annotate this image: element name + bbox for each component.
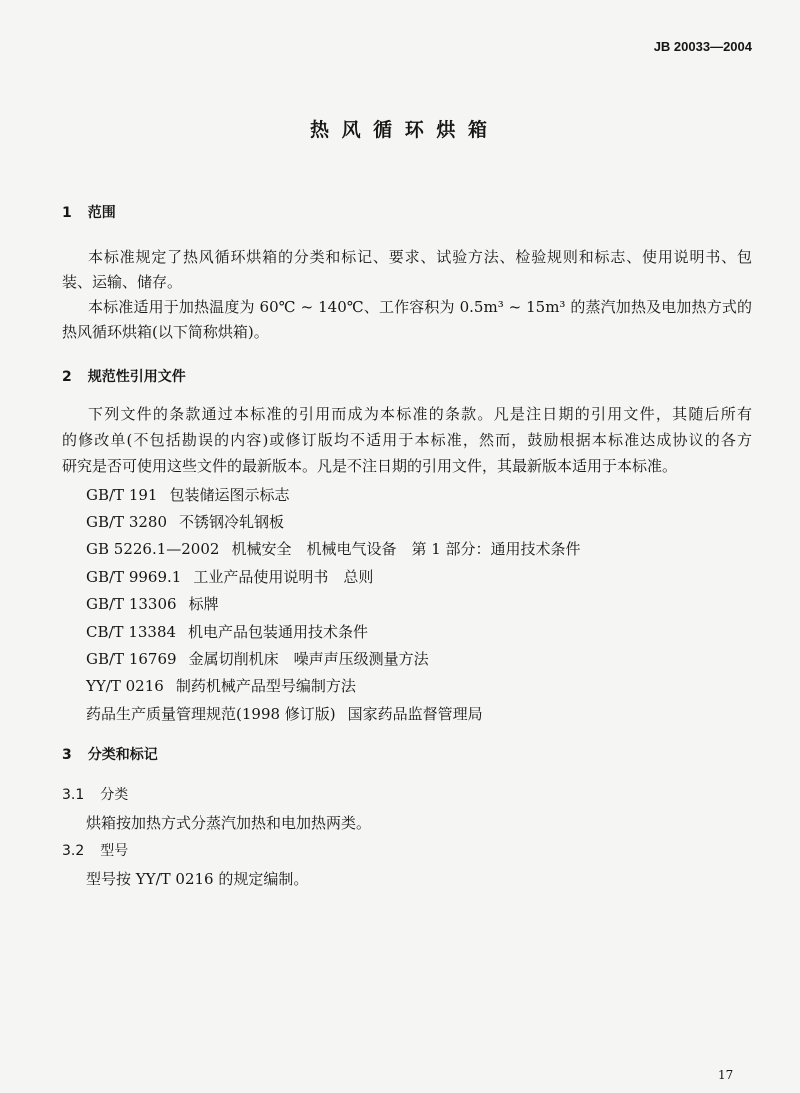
paragraph-line: 研究是否可使用这些文件的最新版本。凡是不注日期的引用文件，其最新版本适用于本标准。 (62, 457, 678, 475)
paragraph-line: 本标准规定了热风循环烘箱的分类和标记、要求、试验方法、检验规则和标志、使用说明书、包 (88, 248, 752, 266)
reference-item (86, 594, 219, 614)
reference-title: 工业产品使用说明书 总则 (193, 568, 374, 586)
reference-item (86, 622, 368, 642)
section-number: 3 (62, 747, 72, 763)
reference-title: 标牌 (188, 595, 219, 613)
subsection-heading (62, 841, 128, 861)
reference-title: 包装储运图示标志 (169, 486, 290, 504)
reference-code: GB/T 3280 (86, 513, 168, 531)
subsection-title: 型号 (100, 843, 129, 859)
paragraph-line: 热风循环烘箱(以下简称烘箱)。 (62, 323, 269, 341)
reference-title: 国家药品监督管理局 (347, 705, 483, 723)
reference-item (86, 512, 284, 532)
reference-item (86, 539, 581, 559)
reference-code: GB/T 191 (86, 486, 158, 504)
reference-item (86, 485, 289, 505)
reference-code: GB 5226.1—2002 (86, 540, 220, 558)
reference-title: 不锈钢冷轧钢板 (179, 513, 285, 531)
reference-code: GB/T 16769 (86, 650, 177, 668)
paragraph-line: 的修改单(不包括勘误的内容)或修订版均不适用于本标准，然而，鼓励根据本标准达成协议的各方 (62, 431, 752, 449)
reference-item (86, 649, 429, 669)
section-3-heading (62, 745, 158, 765)
subsection-heading (62, 785, 128, 805)
paragraph-line: 本标准适用于加热温度为 60℃ ~ 140℃、工作容积为 0.5m³ ~ 15m³ 的蒸汽加热及电加热方式的 (88, 298, 752, 316)
standard-number: JB 20033—2004 (653, 39, 752, 54)
reference-title: 制药机械产品型号编制方法 (175, 677, 356, 695)
subsection-text: 型号按 YY/T 0216 的规定编制。 (86, 870, 309, 888)
section-title: 分类和标记 (87, 747, 158, 763)
section-2-heading (62, 367, 186, 387)
reference-item (86, 567, 373, 587)
subsection-number: 3.1 (62, 787, 85, 803)
reference-item (86, 676, 356, 696)
reference-code: GB/T 9969.1 (86, 568, 182, 586)
section-title: 规范性引用文件 (87, 369, 186, 385)
subsection-title: 分类 (100, 787, 129, 803)
section-title: 范围 (87, 205, 116, 221)
reference-title: 金属切削机床 噪声声压级测量方法 (188, 650, 429, 668)
reference-code: 药品生产质量管理规范(1998 修订版) (86, 705, 336, 723)
subsection-number: 3.2 (62, 843, 85, 859)
page-number: 17 (718, 1068, 734, 1082)
paragraph-line: 装、运输、储存。 (62, 273, 183, 291)
subsection-text: 烘箱按加热方式分蒸汽加热和电加热两类。 (86, 814, 372, 832)
reference-code: CB/T 13384 (86, 623, 177, 641)
reference-code: YY/T 0216 (86, 677, 164, 695)
reference-code: GB/T 13306 (86, 595, 177, 613)
reference-title: 机电产品包装通用技术条件 (188, 623, 369, 641)
document-title: 热 风 循 环 烘 箱 (309, 119, 491, 141)
section-number: 2 (62, 369, 72, 385)
reference-title: 机械安全 机械电气设备 第 1 部分：通用技术条件 (231, 540, 581, 558)
section-number: 1 (62, 205, 72, 221)
section-1-heading (62, 203, 116, 223)
paragraph-line: 下列文件的条款通过本标准的引用而成为本标准的条款。凡是注日期的引用文件，其随后所有 (88, 405, 752, 423)
reference-item (86, 704, 483, 724)
